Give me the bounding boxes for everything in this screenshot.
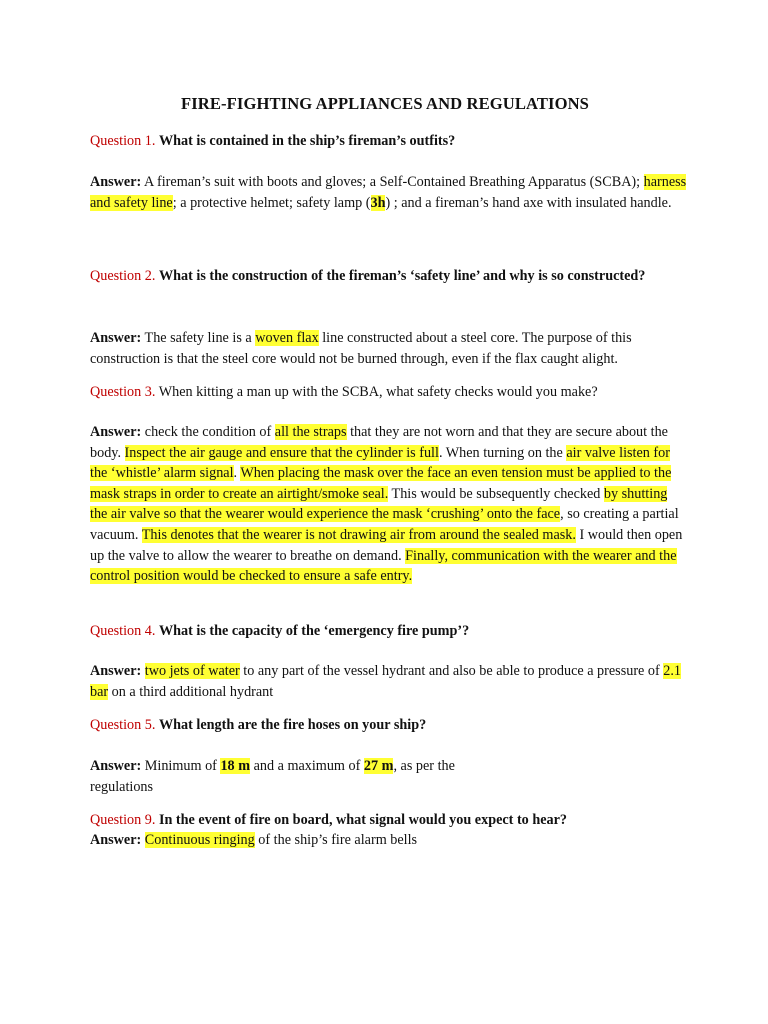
answer-3-highlight: When placing the mask over the face an even tension must be applied to the mask straps in order to create an airtight/smoke seal. bbox=[90, 465, 672, 502]
answer-5-text: , as per the bbox=[393, 758, 455, 774]
answer-4-highlight: two jets of water bbox=[144, 663, 240, 679]
answer-label: Answer: bbox=[90, 758, 142, 774]
answer-1-highlight: 3h bbox=[370, 194, 386, 211]
question-5-text: What length are the fire hoses on your ship? bbox=[158, 717, 427, 733]
question-4-text: What is the capacity of the ‘emergency fire pump’? bbox=[158, 623, 470, 639]
answer-1 bbox=[90, 172, 688, 213]
answer-3-text: , so creating a partial vacuum. bbox=[90, 506, 679, 543]
answer-1-text: A fireman’s suit with boots and gloves; a Self-Contained Breathing Apparatus (SCBA); bbox=[144, 174, 641, 190]
answer-9 bbox=[90, 830, 688, 851]
question-9-text: In the event of fire on board, what signal would you expect to hear? bbox=[158, 812, 567, 828]
answer-5-highlight: 18 m bbox=[220, 758, 251, 774]
answer-3 bbox=[90, 422, 688, 587]
answer-label: Answer: bbox=[90, 174, 142, 190]
answer-3-highlight: This denotes that the wearer is not drawing air from around the sealed mask. bbox=[141, 526, 576, 543]
answer-label: Answer: bbox=[90, 330, 142, 346]
question-4 bbox=[90, 621, 688, 642]
question-2-label: Question 2. bbox=[90, 268, 156, 284]
question-3 bbox=[90, 382, 688, 403]
answer-4-text: on a third additional hydrant bbox=[111, 683, 274, 700]
answer-3-text: . When turning on the bbox=[438, 444, 563, 461]
answer-9-highlight: Continuous ringing bbox=[144, 832, 255, 848]
answer-1-text: ) ; and a fireman’s hand axe with insulated handle. bbox=[385, 194, 672, 211]
question-3-label: Question 3. bbox=[90, 384, 156, 400]
answer-2-text: line constructed about a steel core. The purpose of this construction is that the steel core would not be burned through, even if the flax caught alight. bbox=[90, 330, 632, 367]
answer-3-text: I would then open up the valve to allow the wearer to breathe on demand. bbox=[90, 526, 683, 564]
answer-3-highlight: Inspect the air gauge and ensure that the cylinder is full bbox=[124, 444, 439, 461]
answer-9-text: of the ship’s fire alarm bells bbox=[258, 832, 418, 848]
answer-3-text: . bbox=[233, 465, 238, 482]
answer-3-highlight: Finally, communication with the wearer and the control position would be checked to ensure a safe entry. bbox=[90, 547, 677, 585]
answer-4-highlight: 2.1 bar bbox=[90, 663, 681, 700]
answer-4-text: to any part of the vessel hydrant and also be able to produce a pressure of bbox=[243, 663, 660, 679]
answer-label: Answer: bbox=[90, 663, 142, 679]
question-9 bbox=[90, 810, 688, 831]
answer-3-text: check the condition of bbox=[144, 424, 272, 440]
question-1-text: What is contained in the ship’s fireman’s outfits? bbox=[158, 133, 456, 149]
answer-5 bbox=[90, 756, 688, 797]
question-3-text: When kitting a man up with the SCBA, what safety checks would you make? bbox=[158, 384, 598, 400]
answer-5-text: Minimum of bbox=[144, 758, 217, 774]
question-2 bbox=[90, 266, 688, 287]
answer-3-text: This would be subsequently checked bbox=[391, 485, 601, 502]
answer-1-highlight: harness and safety line bbox=[90, 174, 687, 211]
answer-3-highlight: all the straps bbox=[274, 424, 347, 440]
page-title: FIRE-FIGHTING APPLIANCES AND REGULATIONS bbox=[181, 94, 589, 113]
question-1-label: Question 1. bbox=[90, 133, 156, 149]
question-5 bbox=[90, 715, 688, 736]
answer-5-highlight: 27 m bbox=[363, 758, 394, 774]
answer-4 bbox=[90, 661, 688, 702]
answer-3-text: that they are not worn and that they are secure about the body. bbox=[90, 424, 668, 461]
answer-label: Answer: bbox=[90, 832, 142, 848]
answer-label: Answer: bbox=[90, 424, 142, 440]
document-page bbox=[90, 0, 690, 1024]
question-9-label: Question 9. bbox=[90, 812, 156, 828]
question-1 bbox=[90, 131, 688, 152]
answer-2-highlight: woven flax bbox=[255, 330, 319, 346]
answer-1-text: ; a protective helmet; safety lamp ( bbox=[172, 194, 371, 211]
question-5-label: Question 5. bbox=[90, 717, 156, 733]
answer-2 bbox=[90, 328, 688, 369]
question-2-text: What is the construction of the fireman’s ‘safety line’ and why is so constructed? bbox=[158, 268, 646, 284]
answer-3-highlight: air valve listen for the ‘whistle’ alarm signal bbox=[90, 444, 670, 482]
answer-2-text: The safety line is a bbox=[144, 330, 252, 346]
answer-3-highlight: by shutting the air valve so that the wearer would experience the mask ‘crushing’ onto the face bbox=[90, 485, 668, 523]
question-4-label: Question 4. bbox=[90, 623, 156, 639]
answer-5-text: regulations bbox=[90, 778, 154, 795]
answer-5-text: and a maximum of bbox=[253, 758, 361, 774]
